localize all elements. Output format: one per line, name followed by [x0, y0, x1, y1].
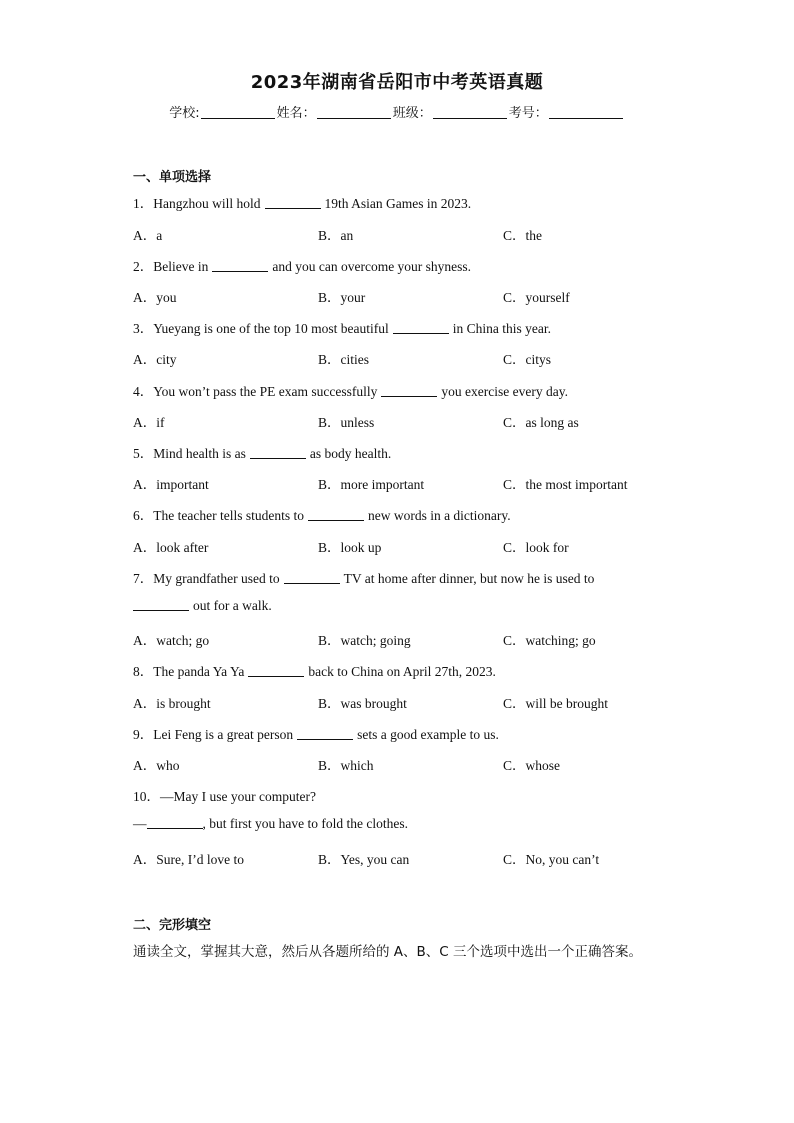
question-7-continued: out for a walk. [133, 598, 272, 614]
page-title: 2023年湖南省岳阳市中考英语真题 [250, 72, 544, 93]
question-5: 5．Mind health is as as body health. [133, 446, 392, 461]
section-heading-single-choice: 一、单项选择 [133, 170, 212, 185]
q10-option-b: B．Yes, you can [318, 852, 410, 867]
section-heading-cloze: 二、完形填空 [133, 918, 212, 933]
q8-option-b: B．was brought [318, 696, 407, 711]
q2-option-b: B．your [318, 290, 366, 305]
class-blank[interactable] [433, 105, 507, 119]
exam-no-blank[interactable] [549, 105, 623, 119]
school-blank[interactable] [201, 105, 275, 119]
answer-blank [265, 196, 321, 209]
question-6: 6．The teacher tells students to new words in a dictionary. [133, 508, 511, 523]
question-2: 2．Believe in and you can overcome your shyness. [133, 259, 472, 274]
answer-blank [393, 321, 449, 334]
q7-option-c: C．watching; go [503, 633, 596, 648]
q7-option-b: B．watch; going [318, 633, 411, 648]
q5-option-c: C．the most important [503, 477, 628, 492]
q3-option-c: C．citys [503, 352, 552, 367]
answer-blank [297, 727, 353, 740]
question-10-reply: — , but first you have to fold the clothes. [133, 816, 408, 831]
question-8: 8．The panda Ya Ya back to China on April 27th, 2023. [133, 664, 496, 679]
exam-no-label: 考号： [508, 106, 548, 121]
q7-option-a: A．watch; go [133, 633, 210, 648]
q1-option-b: B．an [318, 228, 354, 243]
q6-option-b: B．look up [318, 540, 382, 555]
cloze-instruction: 通读全文，掌握其大意，然后从各题所给的 A、B、C 三个选项中选出一个正确答案。 [133, 944, 643, 960]
answer-blank [133, 598, 189, 611]
question-9: 9．Lei Feng is a great person sets a good example to us. [133, 727, 499, 742]
q8-option-a: A．is brought [133, 696, 211, 711]
answer-blank [248, 664, 304, 677]
q1-option-a: A．a [133, 228, 163, 243]
q10-option-c: C．No, you can’t [503, 852, 600, 867]
q6-option-a: A．look after [133, 540, 209, 555]
answer-blank [284, 571, 340, 584]
q3-option-b: B．cities [318, 352, 369, 367]
q5-option-b: B．more important [318, 477, 425, 492]
q3-option-a: A．city [133, 352, 177, 367]
question-1: 1．Hangzhou will hold 19th Asian Games in 2023. [133, 196, 472, 211]
question-10: 10．—May I use your computer? [133, 789, 316, 804]
student-info-line [0, 102, 794, 121]
q9-option-a: A．who [133, 758, 180, 773]
q9-option-b: B．which [318, 758, 374, 773]
name-label: 姓名： [276, 106, 316, 121]
q10-option-a: A．Sure, I’d love to [133, 852, 244, 867]
q4-option-c: C．as long as [503, 415, 579, 430]
class-label: 班级： [392, 106, 432, 121]
answer-blank [212, 259, 268, 272]
q1-option-c: C．the [503, 228, 542, 243]
q2-option-a: A．you [133, 290, 177, 305]
q4-option-b: B．unless [318, 415, 375, 430]
answer-blank [381, 384, 437, 397]
answer-blank [250, 446, 306, 459]
question-7: 7．My grandfather used to TV at home after dinner, but now he is used to [133, 571, 595, 586]
q6-option-c: C．look for [503, 540, 569, 555]
q4-option-a: A．if [133, 415, 165, 430]
answer-blank [308, 508, 364, 521]
q5-option-a: A．important [133, 477, 209, 492]
q9-option-c: C．whose [503, 758, 560, 773]
question-3: 3．Yueyang is one of the top 10 most beautiful in China this year. [133, 321, 551, 336]
name-blank[interactable] [317, 105, 391, 119]
answer-blank [147, 816, 203, 829]
q8-option-c: C．will be brought [503, 696, 608, 711]
q2-option-c: C．yourself [503, 290, 570, 305]
question-4: 4．You won’t pass the PE exam successfully you exercise every day. [133, 384, 568, 399]
school-label: 学校: [169, 106, 200, 121]
